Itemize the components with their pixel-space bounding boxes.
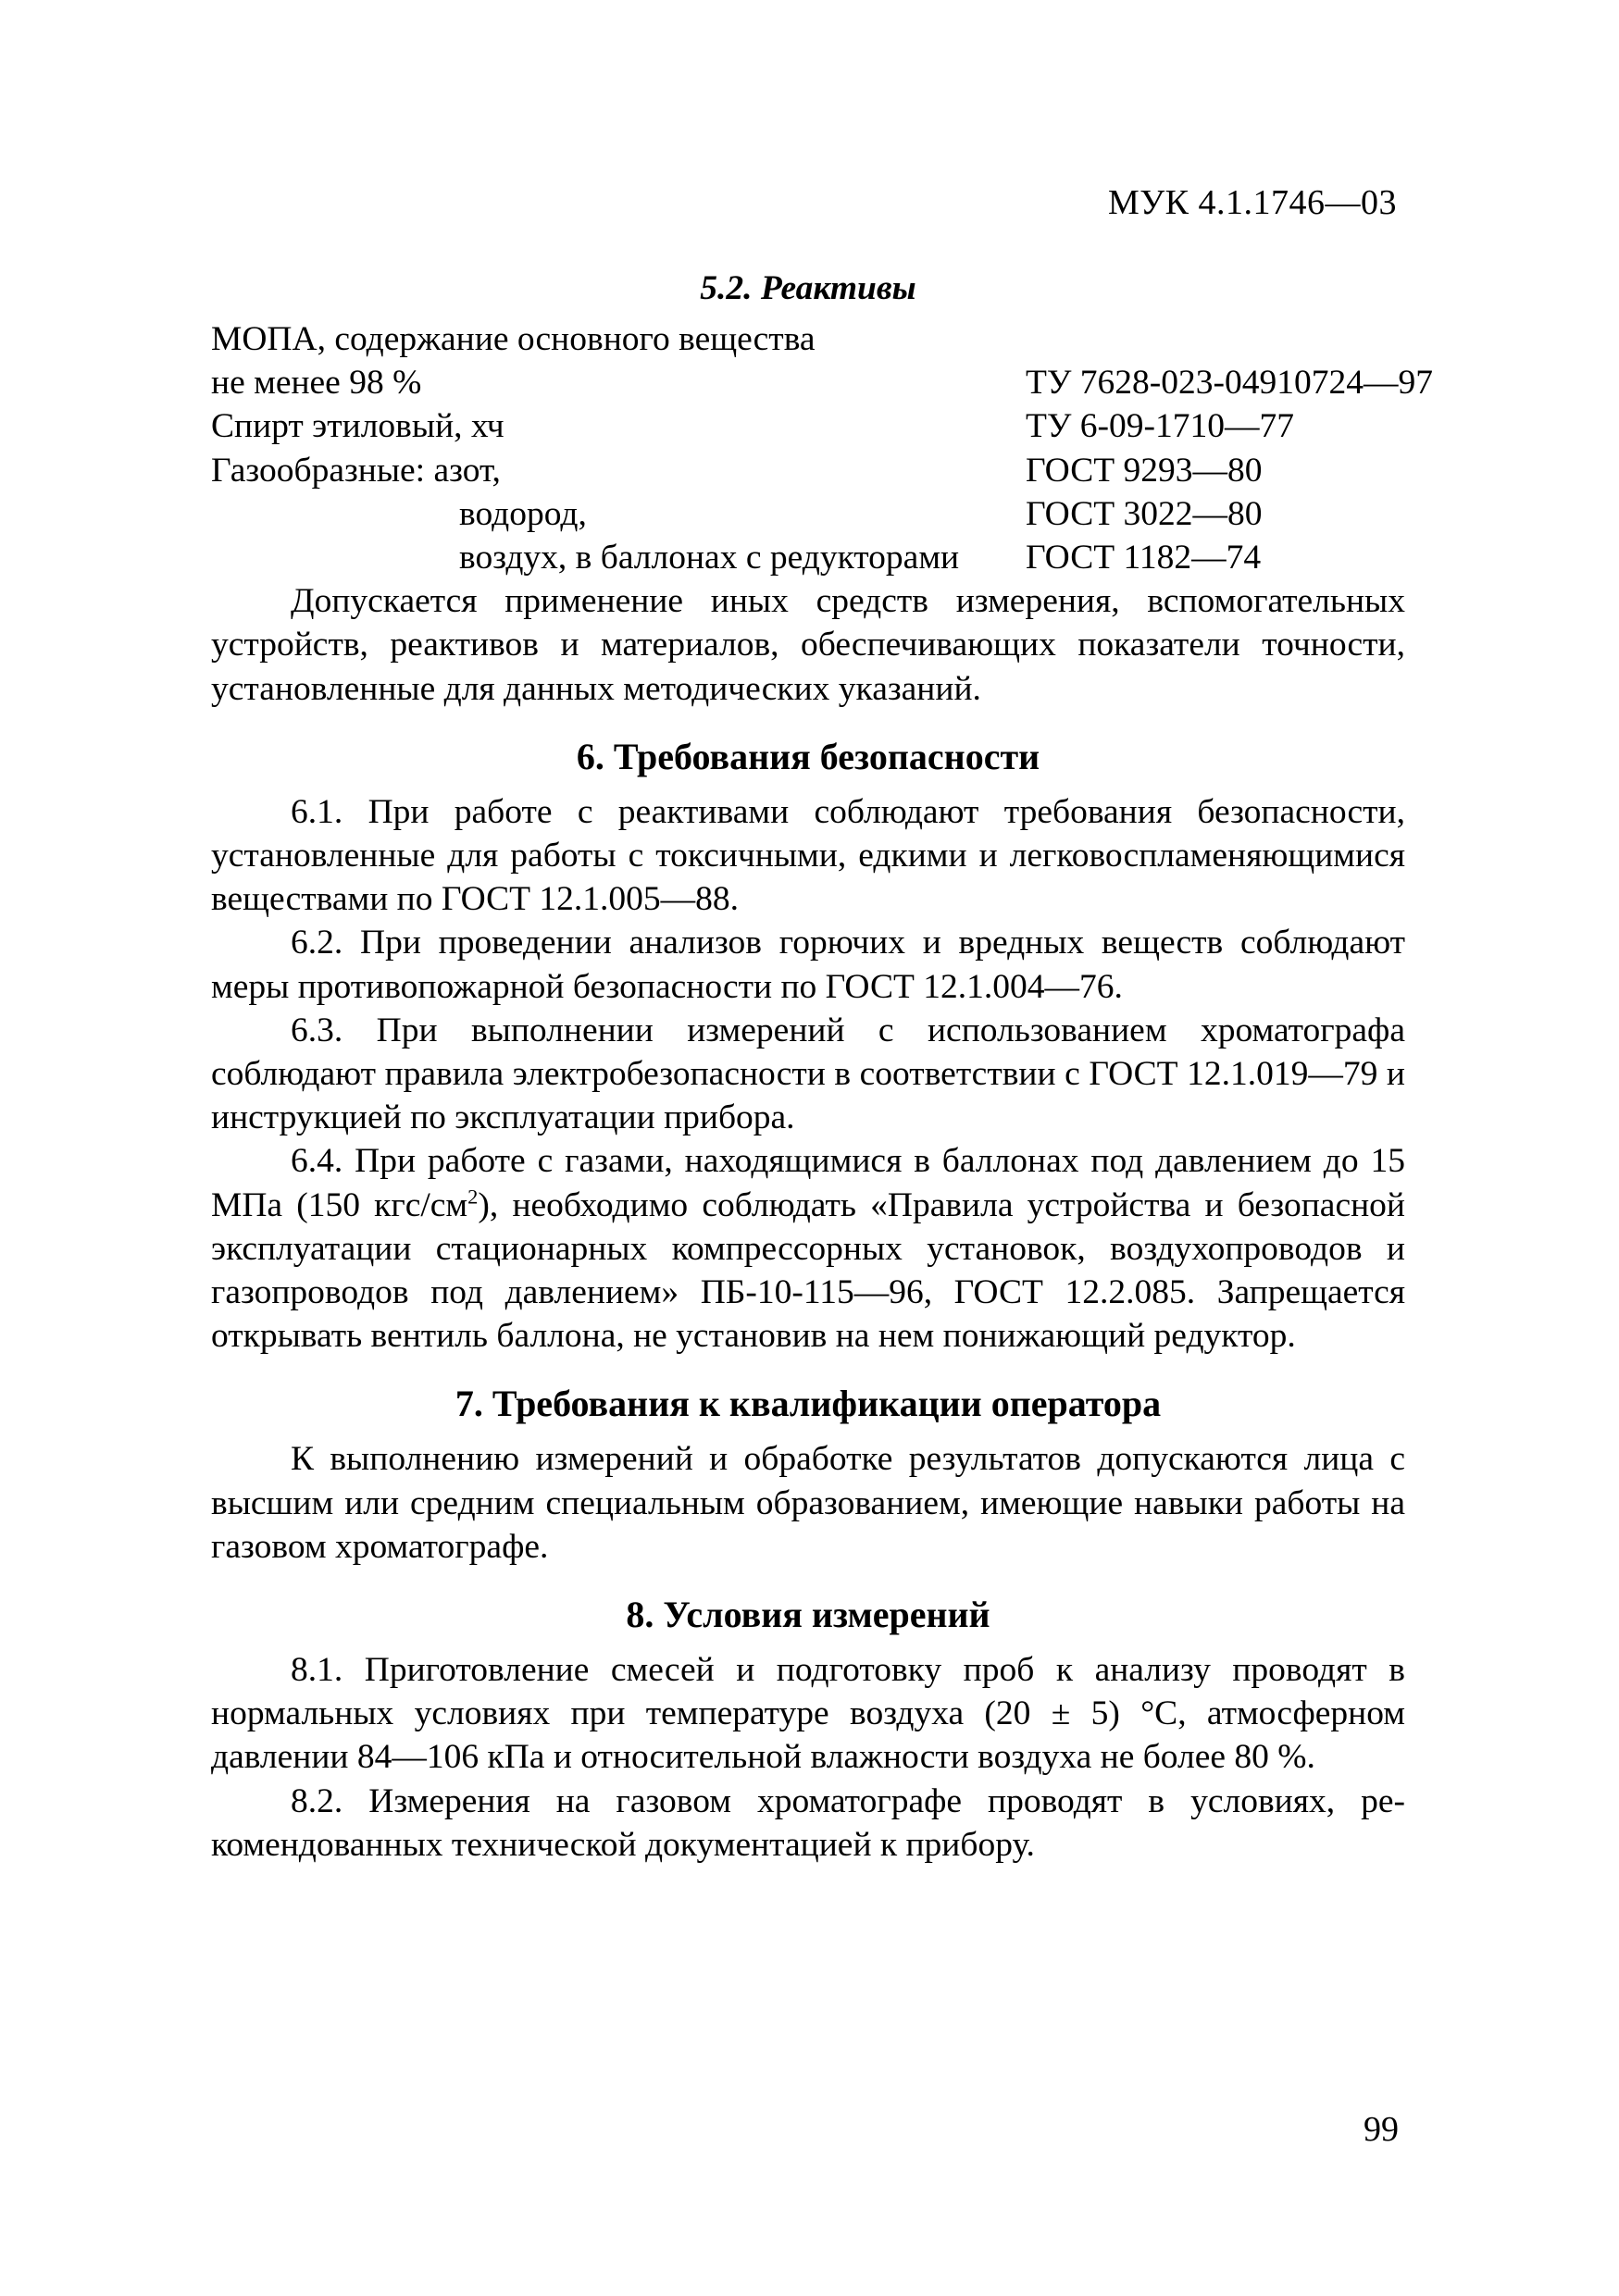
paragraph-8-2: 8.2. Измерения на газовом хроматографе проводят в условиях, рекомендованных технической документацией к прибору. [211, 1781, 1405, 1864]
paragraph-6-4-start: 6.4. При работе с газами, находящимися в баллонах под давлением до 15 МПа (150 кгс/см [211, 1142, 1405, 1224]
reagent-row [211, 404, 1433, 448]
reagent-standard: ГОСТ 9293—80 [1025, 451, 1263, 490]
superscript-2: 2 [467, 1185, 479, 1209]
reagents-title: 5.2. Реактивы [700, 269, 916, 307]
paragraph-7: К выполнению измерений и обработке результатов допускаются лица с высшим или средним специальным образованием, имеющие навыки работы на газовом хроматографе. [211, 1440, 1405, 1566]
reagent-name: водород, [459, 494, 587, 533]
reagent-row [211, 449, 1433, 492]
section-8-title: 8. Условия измерений [626, 1594, 990, 1636]
paragraph-6-1: 6.1. При работе с реактивами соблюдают требования безопасности, установленные для работы с токсичными, едкими и легковоспламеняющимися веществами по ГОСТ 12.1.005—88. [211, 792, 1405, 919]
paragraph-6-3: 6.3. При выполнении измерений с использованием хроматографа соблюдают правила электробезопасности в соответствии с ГОСТ 12.1.019—79 и инструкцией по эксплуатации прибора. [211, 1011, 1405, 1137]
document-code: МУК 4.1.1746—03 [1107, 183, 1397, 222]
reagent-name: Спирт этиловый, хч [211, 407, 504, 446]
page-content [211, 267, 1433, 1867]
reagent-standard: ГОСТ 3022—80 [1025, 494, 1263, 533]
reagent-standard: ТУ 6-09-1710—77 [1025, 407, 1294, 446]
page-number: 99 [1364, 2110, 1399, 2149]
reagent-standard: ТУ 7628-023-04910724—97 [1025, 364, 1433, 403]
reagent-name: Газообразные: азот, [211, 451, 501, 490]
reagent-standard: ГОСТ 1182—74 [1025, 539, 1262, 577]
reagent-name: воздух, в баллонах с редукторами [459, 539, 960, 577]
reagent-row [211, 536, 1433, 579]
reagent-standard [1026, 317, 1433, 361]
reagent-row [211, 361, 1433, 404]
paragraph-6-4 [211, 1139, 1405, 1358]
paragraph-8-1: 8.1. Приготовление смесей и подготовку проб к анализу проводят в нормальных условиях при температуре воздуха (20 ± 5) °С, атмосферном давлении 84—106 кПа и относительной влажности воздуха не более 80 %. [211, 1651, 1405, 1777]
reagent-row [211, 492, 1433, 536]
reagents-table [211, 317, 1433, 579]
section-6-title: 6. Требования безопасности [576, 735, 1040, 777]
paragraph-6-2: 6.2. При проведении анализов горючих и вредных веществ соблюдают меры противопожарной безопасности по ГОСТ 12.1.004—76. [211, 924, 1405, 1006]
reagents-note: Допускается применение иных средств измерения, вспомогательных устройств, реактивов и материалов, обеспечивающих показатели точности, установленные для данных методических указаний. [211, 582, 1405, 708]
reagent-name: не менее 98 % [211, 364, 422, 403]
reagent-row [211, 317, 1433, 361]
section-7-title: 7. Требования к квалификации оператора [455, 1383, 1162, 1425]
reagent-name: МОПА, содержание основного вещества [211, 320, 816, 358]
paragraph-6-4-end: ), необходимо соблюдать «Правила устройства и безопасной эксплуатации стационарных компрессорных установок, воздухопроводов и газопроводов под давлением» ПБ-10-115—96, ГОСТ 12.2.085. Запрещается открывать вентиль баллона, не установив на нем понижающий редуктор. [211, 1185, 1405, 1356]
